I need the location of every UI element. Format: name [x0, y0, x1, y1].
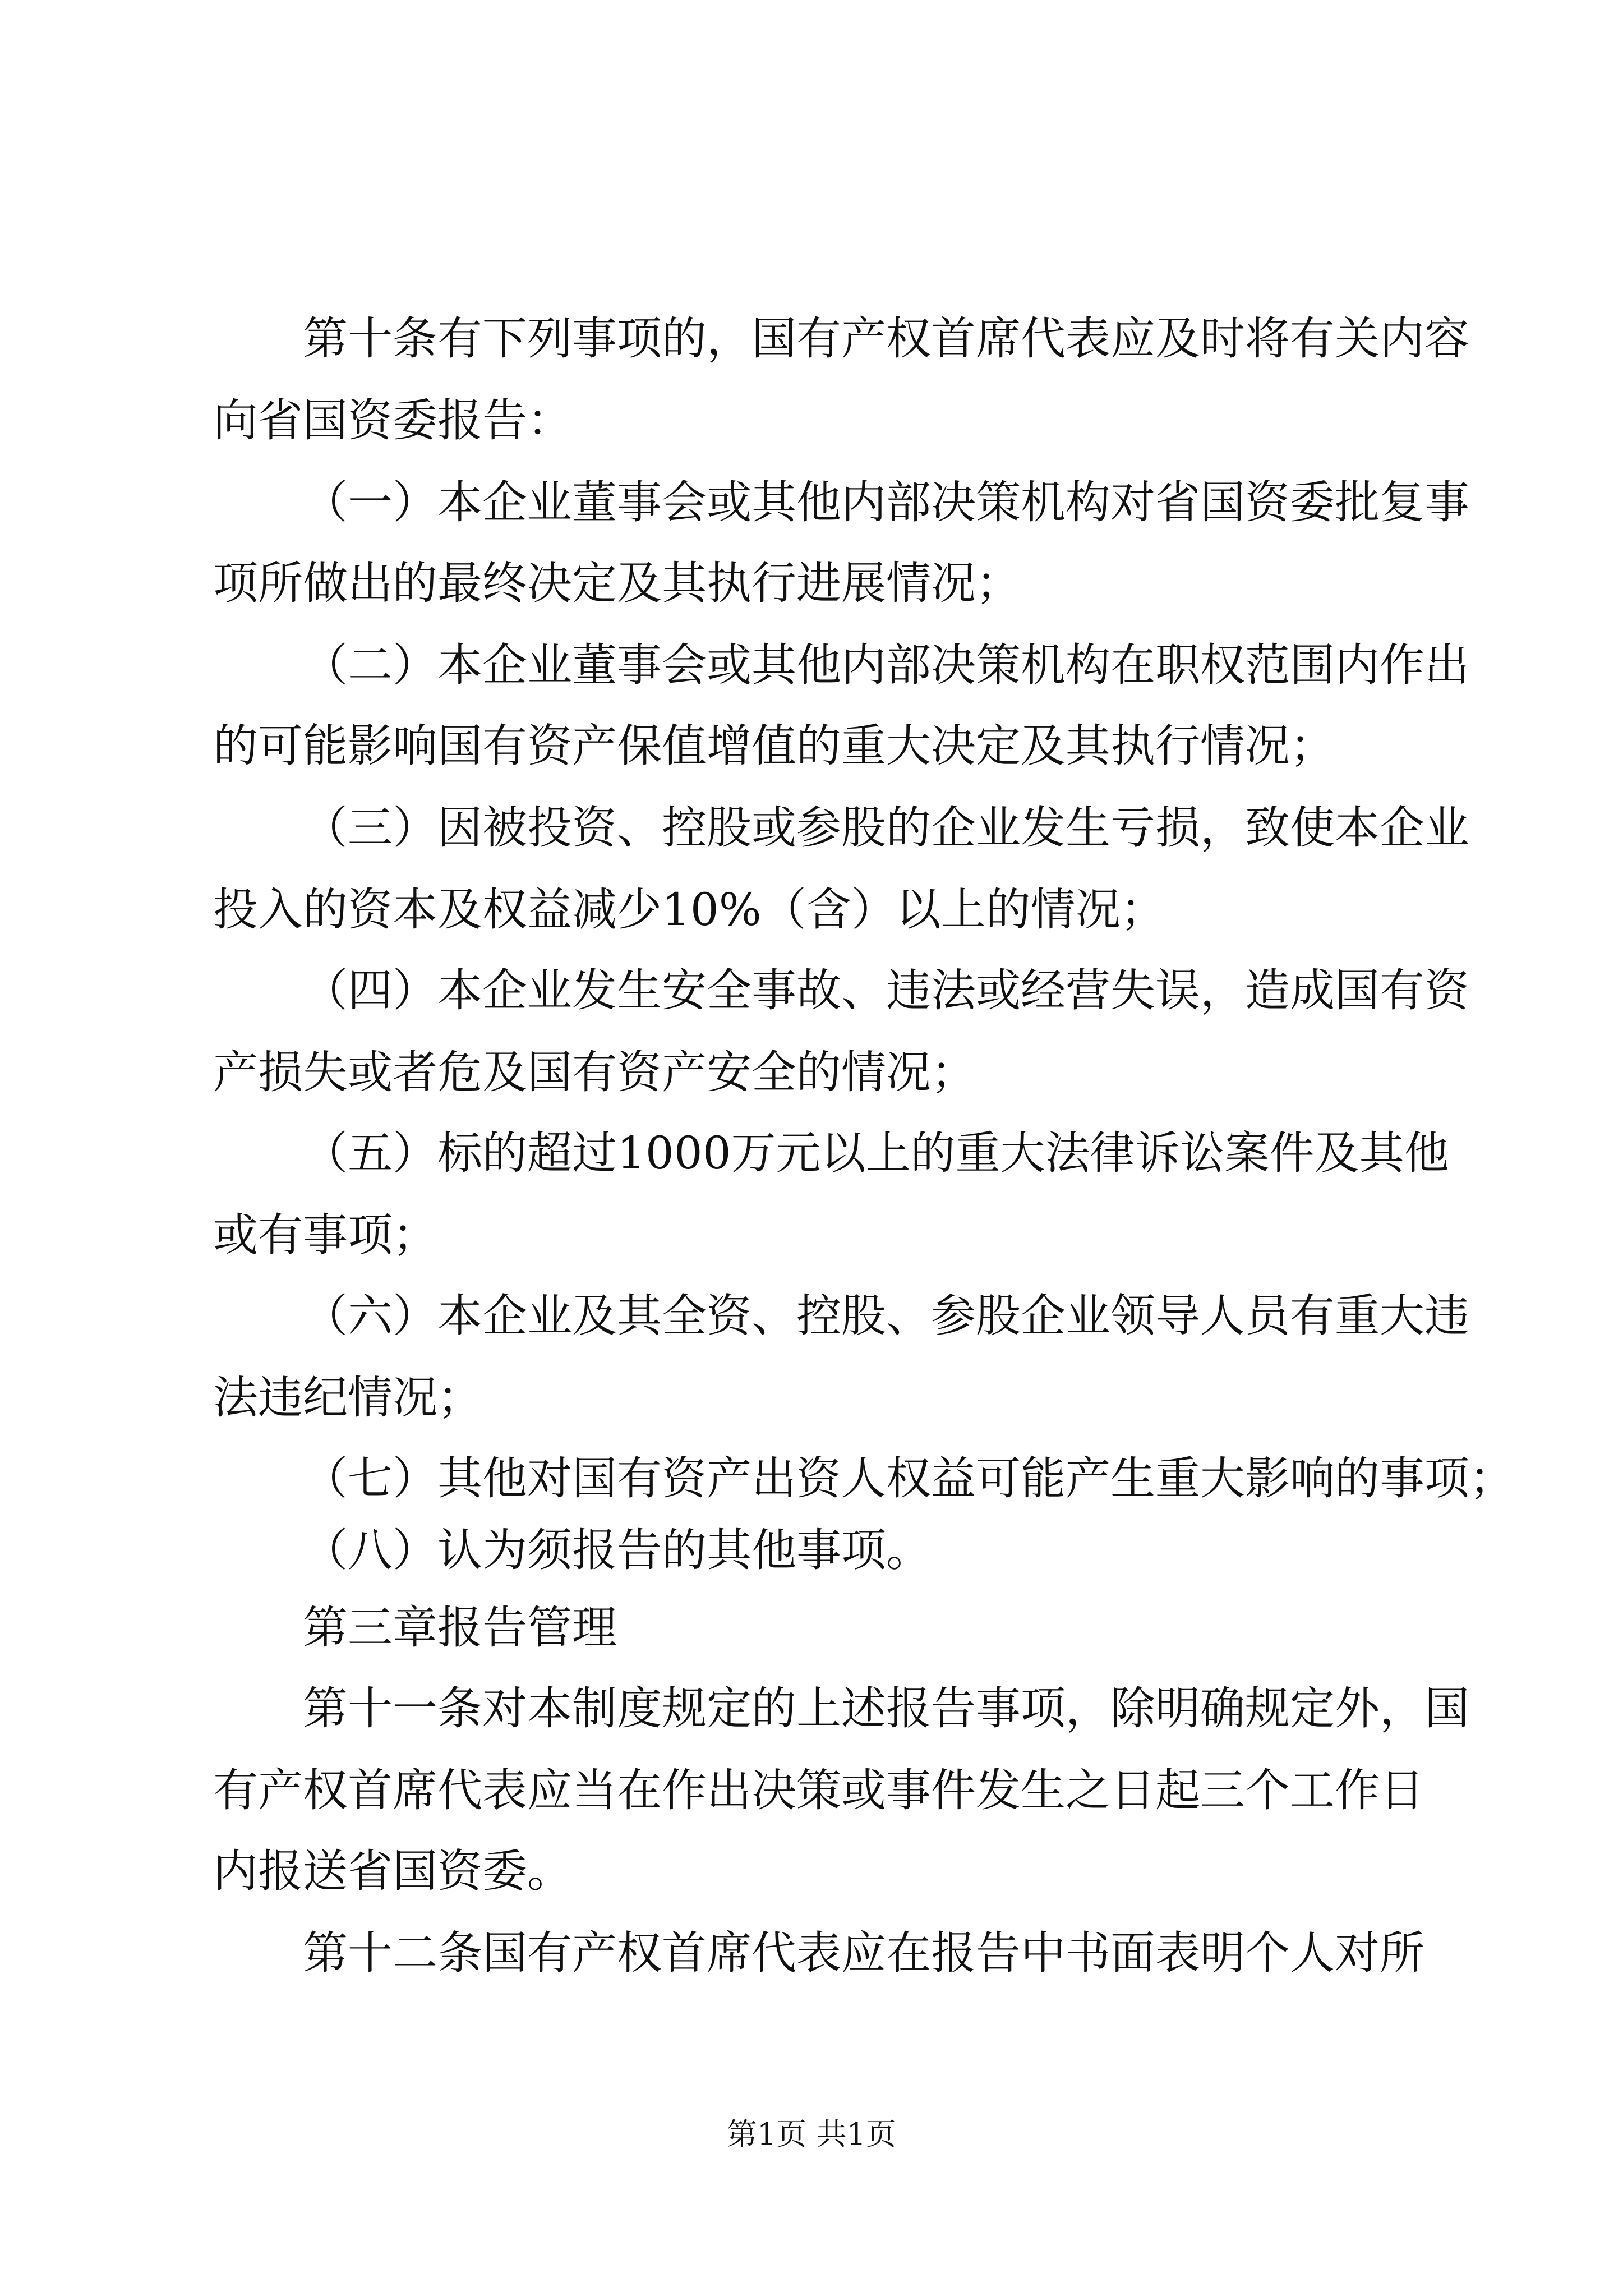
text-line: 第十一条对本制度规定的上述报告事项，除明确规定外，国 — [303, 1682, 1469, 1734]
text-line: 或有事项； — [213, 1209, 437, 1261]
text-line: 投入的资本及权益减少10%（含）以上的情况； — [213, 884, 1165, 936]
text-line: 第十二条国有产权首席代表应在报告中书面表明个人对所 — [303, 1927, 1424, 1979]
text-line: （八）认为须报告的其他事项。 — [303, 1524, 931, 1576]
text-line: （一）本企业董事会或其他内部决策机构对省国资委批复事 — [303, 476, 1469, 528]
text-line: 的可能影响国有资产保值增值的重大决定及其执行情况； — [213, 720, 1335, 772]
text-line: （三）因被投资、控股或参股的企业发生亏损，致使本企业 — [303, 802, 1469, 854]
text-line: （二）本企业董事会或其他内部决策机构在职权范围内作出 — [303, 639, 1469, 691]
text-line: （五）标的超过1000万元以上的重大法律诉讼案件及其他 — [303, 1127, 1449, 1179]
text-line: 产损失或者危及国有资产安全的情况； — [213, 1046, 976, 1098]
text-line: 有产权首席代表应当在作出决策或事件发生之日起三个工作日 — [213, 1764, 1424, 1816]
text-line: 第十条有下列事项的，国有产权首席代表应及时将有关内容 — [303, 312, 1469, 365]
page-footer: 第1页 共1页 — [727, 2116, 896, 2152]
text-line: 项所做出的最终决定及其执行进展情况； — [213, 557, 1021, 609]
text-line: 内报送省国资委。 — [213, 1845, 572, 1897]
text-line: 向省国资委报告： — [213, 394, 572, 447]
text-line: （四）本企业发生安全事故、违法或经营失误，造成国有资 — [303, 964, 1469, 1016]
text-line: 法违纪情况； — [213, 1372, 482, 1424]
text-line: （六）本企业及其全资、控股、参股企业领导人员有重大违 — [303, 1290, 1469, 1342]
section-heading: 第三章报告管理 — [303, 1602, 617, 1654]
text-line: （七）其他对国有资产出资人权益可能产生重大影响的事项； — [303, 1452, 1514, 1504]
